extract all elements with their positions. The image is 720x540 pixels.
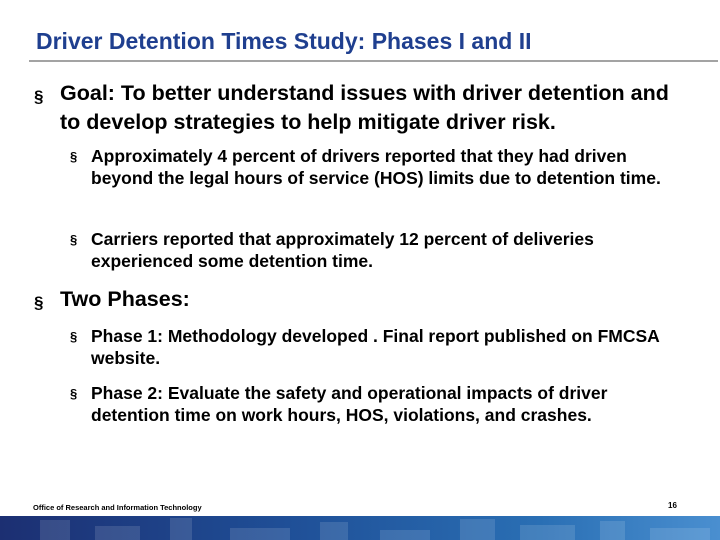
sub-bullet-drivers-hos — [70, 145, 690, 189]
sub-bullet-text: Phase 2: Evaluate the safety and operational impacts of driver detention time on work hours, HOS, violations, and crashes. — [91, 383, 608, 425]
sub-bullet-text: Phase 1: Methodology developed . Final report published on FMCSA website. — [91, 326, 660, 368]
bullet-square-icon: § — [70, 386, 78, 401]
bullet-square-icon: § — [34, 293, 44, 312]
footer-office: Office of Research and Information Technology — [33, 503, 202, 512]
sub-bullet-phase-2 — [70, 382, 690, 426]
sub-bullet-phase-1 — [70, 325, 690, 369]
bullet-two-phases — [34, 285, 694, 314]
title-divider — [29, 60, 718, 62]
bullet-square-icon: § — [70, 232, 78, 247]
page-number: 16 — [668, 501, 677, 510]
bullet-square-icon: § — [70, 149, 78, 164]
sub-bullet-text: Approximately 4 percent of drivers reported that they had driven beyond the legal hours of service (HOS) limits due to detention time. — [91, 146, 661, 188]
bullet-square-icon: § — [34, 87, 44, 106]
bullet-goal — [34, 79, 694, 137]
bullet-text: Goal: To better understand issues with driver detention and to develop strategies to help mitigate driver risk. — [60, 81, 669, 134]
footer-bar — [0, 516, 720, 540]
sub-bullet-carriers-deliveries — [70, 228, 690, 272]
footer-pattern — [0, 516, 720, 540]
bullet-text: Two Phases: — [60, 287, 190, 311]
sub-bullet-text: Carriers reported that approximately 12 percent of deliveries experienced some detention time. — [91, 229, 594, 271]
bullet-square-icon: § — [70, 329, 78, 344]
slide-title: Driver Detention Times Study: Phases I and II — [36, 28, 532, 54]
